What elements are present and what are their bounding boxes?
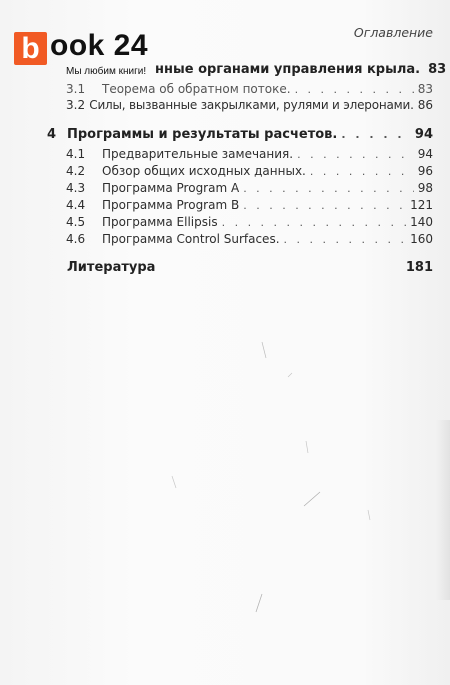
- toc-number: 4.5: [66, 215, 86, 229]
- toc-number: 3.2: [66, 98, 86, 112]
- toc-number: 4.6: [66, 232, 86, 246]
- scratch-mark: [172, 476, 176, 488]
- logo-slogan: Мы любим книги!: [66, 66, 147, 77]
- scratch-mark: [304, 492, 320, 506]
- scratch-mark: [306, 441, 308, 453]
- toc-title: Программа Program A: [102, 181, 240, 195]
- toc-page: 83: [417, 82, 433, 96]
- scratch-mark: [288, 373, 292, 377]
- toc-number: 4.3: [66, 181, 86, 195]
- toc-page: 86: [417, 98, 433, 112]
- toc-page: 160: [410, 232, 433, 246]
- toc-page: 98: [417, 181, 433, 195]
- toc-title: Программы и результаты расчетов.: [67, 127, 338, 142]
- toc-number: 4: [47, 127, 57, 142]
- toc-title: Литература: [67, 260, 156, 275]
- toc-title: Программа Program B: [102, 198, 240, 212]
- toc-page: 94: [414, 127, 433, 142]
- toc-page: 140: [410, 215, 433, 229]
- toc-page: 181: [405, 260, 433, 275]
- toc-title: Силы, вызванные закрылками, рулями и элеронами.: [89, 98, 414, 112]
- toc-title: Программа Ellipsis: [102, 215, 218, 229]
- scratch-mark: [368, 510, 370, 520]
- toc-page: 121: [410, 198, 433, 212]
- toc-title: Обзор общих исходных данных.: [102, 164, 306, 178]
- logo-wordmark: ook 24: [50, 29, 149, 62]
- toc-title: Теорема об обратном потоке.: [102, 82, 291, 96]
- toc-title: Предварительные замечания.: [102, 147, 294, 161]
- toc-title: нные органами управления крыла.: [155, 62, 421, 77]
- scratch-mark: [256, 594, 262, 612]
- toc-page: 83: [428, 62, 447, 77]
- toc-page: 94: [417, 147, 433, 161]
- toc-title: Программа Control Surfaces.: [102, 232, 280, 246]
- toc-number: 4.2: [66, 164, 86, 178]
- logo-b-square: b: [14, 32, 47, 65]
- toc-number: 4.1: [66, 147, 86, 161]
- toc-page: 96: [417, 164, 433, 178]
- running-head: Оглавление: [353, 25, 433, 40]
- toc-number: 4.4: [66, 198, 86, 212]
- scratch-mark: [262, 342, 266, 358]
- toc-number: 3.1: [66, 82, 86, 96]
